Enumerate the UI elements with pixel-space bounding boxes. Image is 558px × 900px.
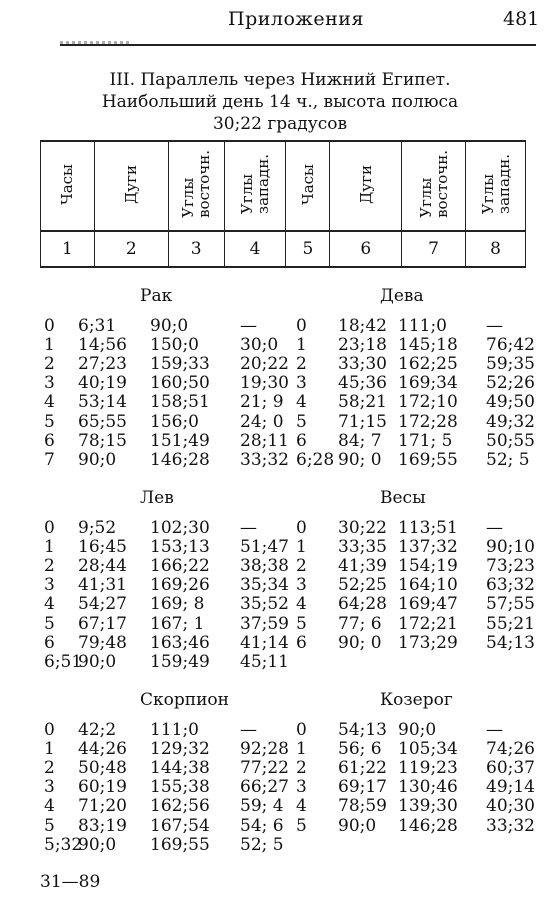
table-cell: 76;42 bbox=[486, 335, 535, 356]
table-cell: 40;19 bbox=[78, 373, 127, 394]
table-cell: 1 bbox=[44, 537, 55, 558]
table-cell: 1 bbox=[44, 335, 55, 356]
table-cell: 163;46 bbox=[150, 632, 210, 653]
table-cell: 73;23 bbox=[486, 556, 535, 577]
table-cell: 65;55 bbox=[78, 411, 127, 432]
running-title: Приложения bbox=[228, 8, 364, 30]
table-heading-line-3: 30;22 градусов bbox=[212, 114, 348, 134]
table-cell: 151;49 bbox=[150, 430, 210, 451]
table-cell: 156;0 bbox=[150, 411, 199, 432]
table-cell: 58;21 bbox=[338, 392, 387, 413]
table-cell: 14;56 bbox=[78, 335, 127, 356]
table-cell: 139;30 bbox=[398, 796, 458, 817]
table-cell: 3 bbox=[44, 373, 55, 394]
table-cell: 9;52 bbox=[78, 518, 117, 538]
column-number: 1 bbox=[41, 231, 95, 267]
table-cell: 159;49 bbox=[150, 651, 210, 672]
table-cell: 45;11 bbox=[240, 651, 289, 672]
column-name: Углы западн. bbox=[478, 153, 513, 215]
section-title-right: Дева bbox=[380, 286, 424, 306]
table-cell: 28;44 bbox=[78, 556, 127, 577]
table-cell: 20;22 bbox=[240, 354, 289, 375]
table-cell: 155;38 bbox=[150, 777, 210, 798]
table-cell: 3 bbox=[296, 575, 307, 596]
table-cell: 173;29 bbox=[398, 632, 458, 653]
table-cell: 1 bbox=[296, 739, 307, 760]
table-cell: 90;0 bbox=[78, 449, 117, 470]
table-cell: 7 bbox=[44, 449, 55, 470]
table-cell: 164;10 bbox=[398, 575, 458, 596]
table-cell: 111;0 bbox=[150, 720, 199, 740]
table-cell: 27;23 bbox=[78, 354, 127, 375]
table-cell: 169;55 bbox=[398, 449, 458, 470]
table-cell: 137;32 bbox=[398, 537, 458, 558]
table-cell: 4 bbox=[296, 796, 307, 817]
table-cell: 0 bbox=[296, 720, 307, 740]
section-title-left: Лев bbox=[140, 488, 174, 508]
table-cell: 69;17 bbox=[338, 777, 387, 798]
column-number: 2 bbox=[94, 231, 168, 267]
table-cell: 5 bbox=[44, 815, 55, 836]
table-cell: 37;59 bbox=[240, 613, 289, 634]
column-name: Углы западн. bbox=[238, 153, 272, 215]
table-cell: 0 bbox=[44, 518, 55, 538]
table-cell: 162;56 bbox=[150, 796, 210, 817]
column-number: 6 bbox=[330, 231, 402, 267]
table-cell: 169;55 bbox=[150, 834, 210, 855]
table-cell: 159;33 bbox=[150, 354, 210, 375]
table-cell: 71;20 bbox=[78, 796, 127, 817]
table-cell: 153;13 bbox=[150, 537, 210, 558]
table-cell: 6;28 bbox=[296, 449, 335, 470]
table-cell: 78;15 bbox=[78, 430, 127, 451]
table-cell: 51;47 bbox=[240, 537, 289, 558]
table-cell: 105;34 bbox=[398, 739, 458, 760]
section-title-left: Скорпион bbox=[140, 690, 229, 710]
section-title-right: Козерог bbox=[380, 690, 453, 710]
table-cell: 3 bbox=[44, 777, 55, 798]
table-cell: 90; 0 bbox=[338, 449, 382, 470]
table-cell: 50;55 bbox=[486, 430, 535, 451]
table-cell: 52;25 bbox=[338, 575, 387, 596]
table-cell: 23;18 bbox=[338, 335, 387, 356]
table-cell: 52; 5 bbox=[486, 449, 530, 470]
table-cell: 3 bbox=[44, 575, 55, 596]
table-cell: 1 bbox=[296, 537, 307, 558]
table-cell: 16;45 bbox=[78, 537, 127, 558]
table-cell: 6;51 bbox=[44, 651, 83, 672]
table-cell: 160;50 bbox=[150, 373, 210, 394]
table-cell: 84; 7 bbox=[338, 430, 382, 451]
table-cell: 33;32 bbox=[240, 449, 289, 470]
table-cell: 28;11 bbox=[240, 430, 289, 451]
table-cell: 0 bbox=[296, 518, 307, 538]
table-cell: 54;13 bbox=[338, 720, 387, 740]
table-cell: 146;28 bbox=[398, 815, 458, 836]
section-title-left: Рак bbox=[140, 286, 173, 306]
table-cell: 167; 1 bbox=[150, 613, 205, 634]
table-cell: 169;47 bbox=[398, 594, 458, 615]
table-cell: 167;54 bbox=[150, 815, 210, 836]
table-cell: 90; 0 bbox=[338, 632, 382, 653]
table-cell: 6 bbox=[296, 632, 307, 653]
table-cell: 5 bbox=[296, 613, 307, 634]
table-cell: 6;31 bbox=[78, 316, 117, 336]
table-cell: 130;46 bbox=[398, 777, 458, 798]
table-cell: 169; 8 bbox=[150, 594, 205, 615]
table-cell: 2 bbox=[44, 556, 55, 577]
table-cell: 169;26 bbox=[150, 575, 210, 596]
table-cell: 78;59 bbox=[338, 796, 387, 817]
table-cell: 71;15 bbox=[338, 411, 387, 432]
table-cell: 4 bbox=[296, 594, 307, 615]
table-cell: 171; 5 bbox=[398, 430, 453, 451]
column-numbers-row bbox=[41, 231, 526, 267]
table-cell: 92;28 bbox=[240, 739, 289, 760]
table-cell: 53;14 bbox=[78, 392, 127, 413]
table-cell: 90;0 bbox=[78, 834, 117, 855]
table-cell: 33;30 bbox=[338, 354, 387, 375]
table-cell: 111;0 bbox=[398, 316, 447, 336]
table-cell: 24; 0 bbox=[240, 411, 284, 432]
table-cell: 2 bbox=[296, 556, 307, 577]
table-cell: 52;26 bbox=[486, 373, 535, 394]
table-cell: 2 bbox=[44, 354, 55, 375]
table-cell: 3 bbox=[296, 373, 307, 394]
table-cell: 158;51 bbox=[150, 392, 210, 413]
page-number: 481 bbox=[503, 8, 540, 30]
table-cell: 45;36 bbox=[338, 373, 387, 394]
table-cell: 77; 6 bbox=[338, 613, 382, 634]
table-cell: 52; 5 bbox=[240, 834, 284, 855]
table-cell: 90;0 bbox=[78, 651, 117, 672]
table-cell: 166;22 bbox=[150, 556, 210, 577]
table-cell: — bbox=[486, 720, 503, 740]
table-cell: 64;28 bbox=[338, 594, 387, 615]
column-number: 8 bbox=[466, 231, 526, 267]
table-cell: 60;19 bbox=[78, 777, 127, 798]
column-name: Углы восточн. bbox=[179, 150, 214, 218]
column-number: 5 bbox=[286, 231, 330, 267]
table-cell: 33;32 bbox=[486, 815, 535, 836]
table-cell: 30;0 bbox=[240, 335, 279, 356]
table-cell: 54;27 bbox=[78, 594, 127, 615]
table-cell: 57;55 bbox=[486, 594, 535, 615]
table-cell: 59;35 bbox=[486, 354, 535, 375]
table-cell: 42;2 bbox=[78, 720, 117, 740]
table-cell: — bbox=[486, 518, 503, 538]
table-cell: 83;19 bbox=[78, 815, 127, 836]
table-cell: 6 bbox=[44, 632, 55, 653]
table-cell: 169;34 bbox=[398, 373, 458, 394]
table-cell: 33;35 bbox=[338, 537, 387, 558]
table-cell: 67;17 bbox=[78, 613, 127, 634]
column-name: Часы bbox=[58, 163, 77, 205]
table-cell: 74;26 bbox=[486, 739, 535, 760]
table-cell: 1 bbox=[296, 335, 307, 356]
table-cell: 5 bbox=[296, 411, 307, 432]
table-cell: — bbox=[240, 316, 257, 336]
table-cell: 54;13 bbox=[486, 632, 535, 653]
table-cell: 119;23 bbox=[398, 758, 458, 779]
table-cell: 2 bbox=[296, 758, 307, 779]
table-cell: 6 bbox=[296, 430, 307, 451]
column-name: Углы восточн. bbox=[416, 150, 451, 218]
header-rule bbox=[60, 44, 536, 46]
table-cell: 0 bbox=[44, 720, 55, 740]
table-cell: 30;22 bbox=[338, 518, 387, 538]
table-cell: 38;38 bbox=[240, 556, 289, 577]
table-cell: 63;32 bbox=[486, 575, 535, 596]
table-cell: 19;30 bbox=[240, 373, 289, 394]
column-number: 4 bbox=[224, 231, 286, 267]
table-cell: 18;42 bbox=[338, 316, 387, 336]
table-cell: 172;21 bbox=[398, 613, 458, 634]
table-cell: 4 bbox=[44, 796, 55, 817]
table-cell: — bbox=[486, 316, 503, 336]
table-cell: — bbox=[240, 518, 257, 538]
table-cell: 150;0 bbox=[150, 335, 199, 356]
column-header-table bbox=[40, 140, 526, 268]
table-cell: 129;32 bbox=[150, 739, 210, 760]
table-cell: 55;21 bbox=[486, 613, 535, 634]
table-cell: 61;22 bbox=[338, 758, 387, 779]
table-cell: 2 bbox=[44, 758, 55, 779]
table-cell: 77;22 bbox=[240, 758, 289, 779]
table-cell: 90;0 bbox=[398, 720, 437, 740]
table-cell: 41;31 bbox=[78, 575, 127, 596]
table-cell: 5 bbox=[296, 815, 307, 836]
table-cell: 172;10 bbox=[398, 392, 458, 413]
table-cell: 6 bbox=[44, 430, 55, 451]
table-cell: 54; 6 bbox=[240, 815, 284, 836]
column-names-row bbox=[41, 141, 526, 231]
table-cell: 50;48 bbox=[78, 758, 127, 779]
table-cell: 40;30 bbox=[486, 796, 535, 817]
running-header bbox=[0, 8, 558, 34]
table-cell: 90;0 bbox=[338, 815, 377, 836]
column-name: Дуги bbox=[356, 164, 375, 204]
table-cell: 35;52 bbox=[240, 594, 289, 615]
section-title-right: Весы bbox=[380, 488, 426, 508]
table-cell: 3 bbox=[296, 777, 307, 798]
table-cell: 79;48 bbox=[78, 632, 127, 653]
signature-mark: 31—89 bbox=[40, 872, 101, 892]
table-cell: 56; 6 bbox=[338, 739, 382, 760]
table-cell: 41;39 bbox=[338, 556, 387, 577]
table-cell: 90;10 bbox=[486, 537, 535, 558]
table-cell: 49;32 bbox=[486, 411, 535, 432]
table-cell: 60;37 bbox=[486, 758, 535, 779]
table-cell: 4 bbox=[296, 392, 307, 413]
table-heading-line-1: III. Параллель через Нижний Египет. bbox=[109, 70, 451, 90]
table-cell: 5;32 bbox=[44, 834, 83, 855]
table-cell: 0 bbox=[44, 316, 55, 336]
table-cell: 5 bbox=[44, 411, 55, 432]
table-cell: 2 bbox=[296, 354, 307, 375]
column-number: 3 bbox=[168, 231, 224, 267]
table-cell: 4 bbox=[44, 594, 55, 615]
table-cell: 113;51 bbox=[398, 518, 458, 538]
column-name: Дуги bbox=[122, 164, 141, 204]
table-cell: 1 bbox=[44, 739, 55, 760]
table-cell: 90;0 bbox=[150, 316, 189, 336]
table-cell: 144;38 bbox=[150, 758, 210, 779]
table-cell: 35;34 bbox=[240, 575, 289, 596]
table-cell: 162;25 bbox=[398, 354, 458, 375]
column-number: 7 bbox=[402, 231, 466, 267]
table-cell: 5 bbox=[44, 613, 55, 634]
table-cell: — bbox=[240, 720, 257, 740]
table-cell: 4 bbox=[44, 392, 55, 413]
table-heading-line-2: Наибольший день 14 ч., высота полюса bbox=[101, 92, 459, 112]
table-cell: 49;50 bbox=[486, 392, 535, 413]
table-cell: 145;18 bbox=[398, 335, 458, 356]
table-cell: 59; 4 bbox=[240, 796, 284, 817]
table-cell: 146;28 bbox=[150, 449, 210, 470]
column-name: Часы bbox=[298, 163, 317, 205]
table-cell: 154;19 bbox=[398, 556, 458, 577]
table-cell: 49;14 bbox=[486, 777, 535, 798]
table-cell: 21; 9 bbox=[240, 392, 284, 413]
table-cell: 0 bbox=[296, 316, 307, 336]
table-cell: 44;26 bbox=[78, 739, 127, 760]
table-cell: 41;14 bbox=[240, 632, 289, 653]
table-cell: 102;30 bbox=[150, 518, 210, 538]
table-cell: 66;27 bbox=[240, 777, 289, 798]
table-cell: 172;28 bbox=[398, 411, 458, 432]
